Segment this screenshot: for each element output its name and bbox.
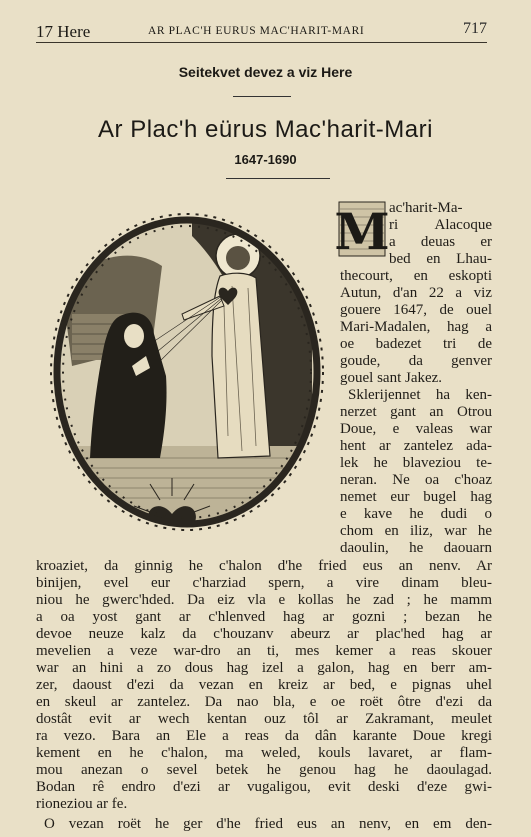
text-line: dostât evit ar wech kentan ouz tôl ar Zakramant, meulet xyxy=(36,711,492,727)
life-dates: 1647-1690 xyxy=(234,152,297,167)
text-line: Bodan rê endro d'ezi ar vugaligou, evit deski d'eze gwi- xyxy=(36,779,492,795)
text-line: O vezan roët he ger d'he fried eus an nenv, en em den- xyxy=(44,816,492,832)
text-line: a deuas er xyxy=(389,234,492,250)
text-line: neran. Ne oa c'hoaz xyxy=(340,472,492,488)
text-line: nemet eur bugel hag xyxy=(340,489,492,505)
text-line: daoulin, he daouarn xyxy=(340,540,492,556)
text-line: oe badezet tri de xyxy=(340,336,492,352)
text-line: goude, da genver xyxy=(340,353,492,369)
text-line: Autun, d'an 22 a viz xyxy=(340,285,492,301)
page-number: 717 xyxy=(463,20,487,37)
text-line: mou anezan o sevel betek he genou hag he daoulagad. xyxy=(36,762,492,778)
text-line: hent ar zantelez ada- xyxy=(340,438,492,454)
text-line: lek he blaveziou te- xyxy=(340,455,492,471)
text-line: bed en Lhau- xyxy=(389,251,492,267)
text-line: kement en he c'halon, ma weled, kouls lavaret, ar flam- xyxy=(36,745,492,761)
text-line: ra vezo. Bara an Ele a reas da dân karante Doue kregi xyxy=(36,728,492,744)
text-line: gouere 1647, de ouel xyxy=(340,302,492,318)
text-line: ac'harit-Ma- xyxy=(389,200,463,216)
text-line: e kave he dudi o xyxy=(340,506,492,522)
drop-cap-m xyxy=(334,201,390,261)
text-line: a oa yost gant ar c'hlenved hag ar gozni ; bezan he xyxy=(36,609,492,625)
text-line: war an hini a zo dous hag izel a galon, hag en berr am- xyxy=(36,660,492,676)
header-chapter: 17 Here xyxy=(36,22,91,41)
divider-rule-1 xyxy=(233,96,291,97)
sacred-heart-engraving xyxy=(42,196,332,552)
divider-rule-2 xyxy=(226,178,330,179)
text-line: rioneziou ar fe. xyxy=(36,796,128,812)
text-line: kroaziet, da ginnig he c'halon d'he fried eus an nenv. Ar xyxy=(36,558,492,574)
text-line: mevelien a veze war-dro an ti, mes kemer a reas skouer xyxy=(36,643,492,659)
section-title: Seitekvet devez a viz Here xyxy=(178,64,353,80)
text-line: ri Alacoque xyxy=(389,217,492,233)
text-line: Sklerijennet ha ken- xyxy=(348,387,492,403)
text-line: devoe neuze kalz da c'houzanv abeurz ar plac'hed hag ar xyxy=(36,626,492,642)
text-line: binijen, evel eur c'harziad spern, a vire dinam bleu- xyxy=(36,575,492,591)
text-line: niou he gwerc'hded. Da eiz vla e kollas he zad ; he mamm xyxy=(36,592,492,608)
running-header xyxy=(36,20,487,43)
text-line: gouel sant Jakez. xyxy=(340,370,443,386)
text-line: en skeul ar zantelez. Da nao bla, e oe roët ôtre d'ezi da xyxy=(36,694,492,710)
text-line: zer, daoust d'ezi da vezan en kreiz ar bed, e pignas uhel xyxy=(36,677,492,693)
text-line: Doue, e valeas war xyxy=(340,421,492,437)
header-title: AR PLAC'H EURUS MAC'HARIT-MARI xyxy=(148,25,365,37)
text-line: Mari-Madalen, hag a xyxy=(340,319,492,335)
page-title: Ar Plac'h eürus Mac'harit-Mari xyxy=(98,116,433,143)
svg-text:M: M xyxy=(334,202,390,261)
text-line: thecourt, en eskopti xyxy=(340,268,492,284)
text-line: nerzet gant an Otrou xyxy=(340,404,492,420)
text-line: chom en iliz, war he xyxy=(340,523,492,539)
